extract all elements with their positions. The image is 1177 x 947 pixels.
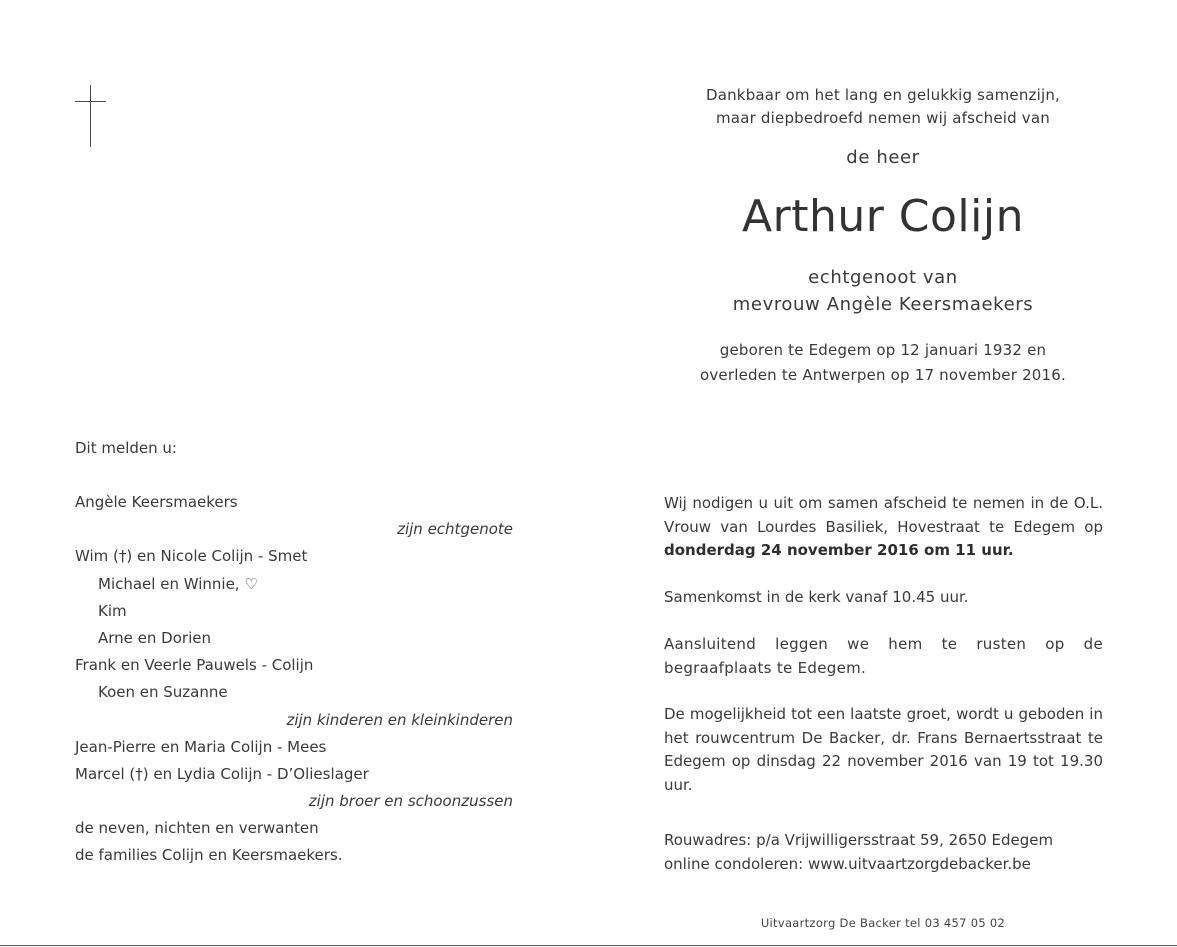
family-child-2: Frank en Veerle Pauwels - Colijn	[75, 656, 314, 675]
death-line: overleden te Antwerpen op 17 november 2016.	[699, 366, 1067, 384]
contact-block	[664, 829, 1103, 876]
family-spouse-role: zijn echtgenote	[397, 520, 513, 539]
mourning-address: Rouwadres: p/a Vrijwilligersstraat 59, 2650 Edegem	[664, 831, 1054, 849]
spouse-info	[640, 264, 1126, 318]
intro-line-2: maar diepbedroefd nemen wij afscheid van	[716, 109, 1050, 127]
invitation-paragraph	[664, 492, 1103, 563]
deceased-name: Arthur Colijn	[742, 191, 1024, 242]
gathering-text: Samenkomst in de kerk vanaf 10.45 uur.	[664, 588, 969, 606]
title-prefix: de heer	[846, 147, 920, 168]
family-child-1: Wim (†) en Nicole Colijn - Smet	[75, 547, 308, 566]
family-sibling-1: Jean-Pierre en Maria Colijn - Mees	[75, 737, 327, 756]
family-sibling-2: Marcel (†) en Lydia Colijn - D’Olieslager	[75, 764, 369, 783]
invitation-text	[664, 492, 1103, 563]
viewing-paragraph	[664, 703, 1103, 797]
family-siblings-role: zijn broer en schoonzussen	[308, 792, 513, 811]
intro-line-1: Dankbaar om het lang en gelukkig samenzijn,	[705, 86, 1061, 104]
family-grandchild-3: Arne en Dorien	[98, 628, 211, 647]
family-list	[75, 489, 513, 870]
spouse-line-2: mevrouw Angèle Keersmaekers	[732, 294, 1034, 315]
announce-heading: Dit melden u:	[75, 439, 177, 457]
life-dates	[640, 338, 1126, 388]
burial-text: Aansluitend leggen we hem te rusten op de begraafplaats te Edegem.	[664, 635, 1103, 677]
cross-vertical-bar	[90, 85, 91, 147]
family-relatives: de neven, nichten en verwanten	[75, 819, 319, 838]
spouse-line-1: echtgenoot van	[808, 267, 958, 288]
intro-text	[640, 84, 1126, 130]
family-families: de families Colijn en Keersmaekers.	[75, 846, 343, 865]
bottom-divider	[0, 945, 1177, 946]
burial-paragraph	[664, 633, 1103, 680]
family-grandchild-1: Michael en Winnie, ♡	[98, 574, 258, 593]
invitation-body: Wij nodigen u uit om samen afscheid te nemen in de O.L. Vrouw van Lourdes Basiliek, Hovestraat te Edegem op	[664, 494, 1103, 536]
invitation-datetime: donderdag 24 november 2016 om 11 uur.	[664, 541, 1014, 559]
online-condolence-link[interactable]: online condoleren: www.uitvaartzorgdebacker.be	[664, 854, 1031, 873]
funeral-home-footer: Uitvaartzorg De Backer tel 03 457 05 02	[760, 916, 1006, 930]
birth-line: geboren te Edegem op 12 januari 1932 en	[719, 341, 1047, 359]
family-spouse-name: Angèle Keersmaekers	[75, 493, 238, 511]
cross-horizontal-bar	[75, 101, 106, 102]
gathering-paragraph	[664, 586, 1103, 610]
family-grandchild-2: Kim	[98, 601, 127, 620]
family-children-role: zijn kinderen en kleinkinderen	[286, 710, 513, 729]
cross-icon	[75, 85, 106, 147]
family-grandchild-4: Koen en Suzanne	[98, 683, 228, 702]
viewing-text: De mogelijkheid tot een laatste groet, wordt u geboden in het rouwcentrum De Backer, dr. Frans Bernaertsstraat te Edegem op dinsdag 22 november 2016 van 19 tot 19.30 uur.	[664, 705, 1103, 794]
